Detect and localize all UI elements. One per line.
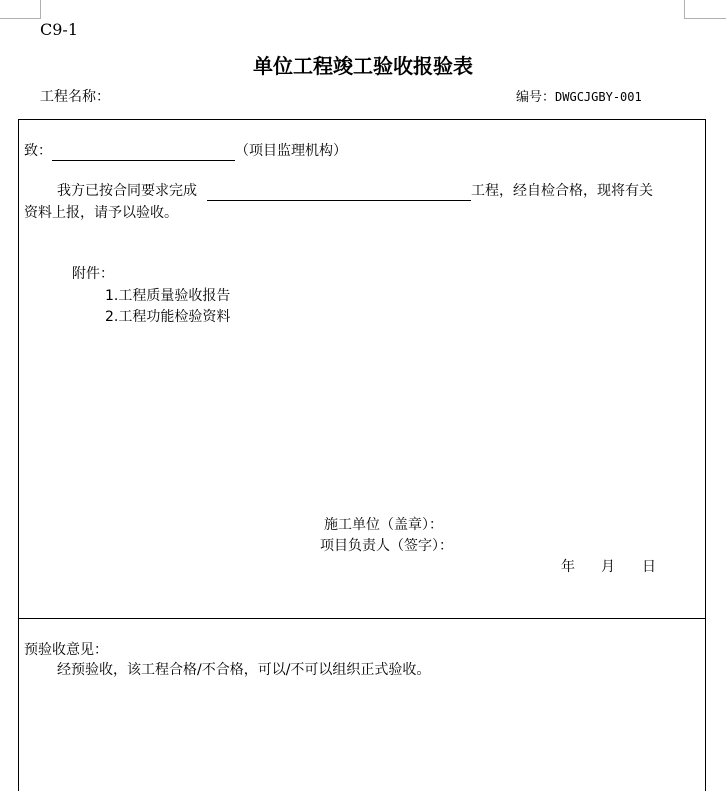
date-month: 月 bbox=[601, 559, 615, 575]
addressee-line bbox=[24, 141, 347, 161]
serial-value: DWGCJGBY-001 bbox=[555, 90, 642, 104]
opinion-text: 经预验收，该工程合格/不合格，可以/不可以组织正式验收。 bbox=[57, 662, 431, 678]
to-suffix: （项目监理机构） bbox=[235, 143, 347, 159]
attachment-item: 2.工程功能检验资料 bbox=[105, 309, 231, 325]
date-year: 年 bbox=[561, 559, 575, 575]
body-prefix: 我方已按合同要求完成 bbox=[57, 183, 197, 199]
section-divider bbox=[18, 618, 706, 619]
to-label: 致： bbox=[24, 143, 52, 159]
attachment-item: 1.工程质量验收报告 bbox=[105, 288, 231, 304]
date-day: 日 bbox=[642, 559, 656, 575]
project-blank[interactable] bbox=[207, 184, 471, 201]
contractor-seal-label: 施工单位（盖章）： bbox=[324, 517, 443, 533]
opinion-label: 预验收意见： bbox=[24, 642, 108, 658]
page-title: 单位工程竣工验收报验表 bbox=[253, 54, 473, 78]
attachments-label: 附件： bbox=[72, 266, 114, 282]
project-name-label: 工程名称： bbox=[40, 89, 110, 105]
serial-label: 编号： bbox=[516, 90, 556, 105]
manager-signature-label: 项目负责人（签字）： bbox=[320, 538, 453, 554]
body-line-2: 资料上报，请予以验收。 bbox=[24, 205, 178, 221]
page-corner-mark-right bbox=[684, 0, 726, 19]
serial-number bbox=[516, 86, 642, 105]
form-code: C9-1 bbox=[40, 20, 79, 39]
body-line-1 bbox=[57, 181, 653, 201]
page-corner-mark-left bbox=[0, 0, 41, 19]
body-suffix: 工程，经自检合格，现将有关 bbox=[471, 183, 653, 199]
addressee-blank[interactable] bbox=[52, 144, 235, 161]
